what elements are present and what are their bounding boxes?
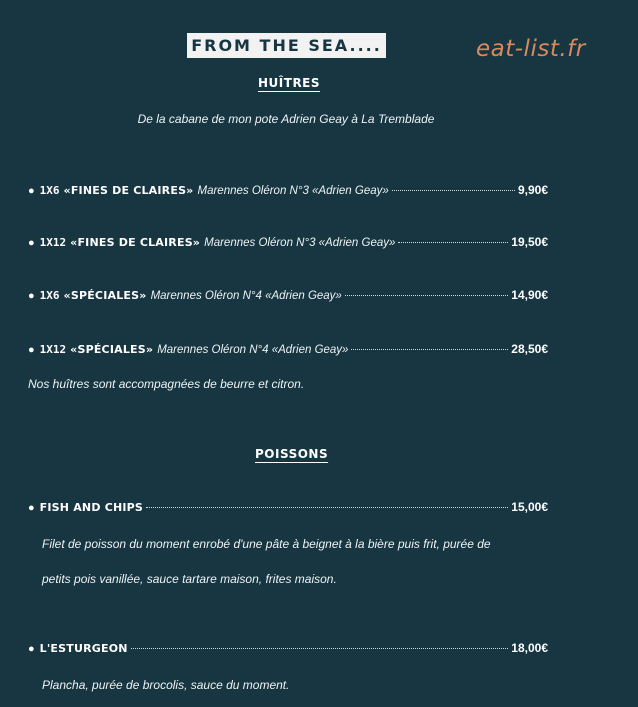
bullet: ● xyxy=(28,643,35,655)
item-quantity: 1X12 xyxy=(39,236,67,249)
item-quantity: 1X6 xyxy=(39,289,60,302)
item-price: 9,90€ xyxy=(517,183,548,197)
item-price: 14,90€ xyxy=(511,288,548,302)
watermark: eat-list.fr xyxy=(476,36,586,62)
item-price: 15,00€ xyxy=(511,500,548,514)
item-name: «SPÉCIALES» xyxy=(63,289,147,302)
section-title-huitres: HUÎTRES xyxy=(258,76,321,90)
menu-item xyxy=(28,641,548,657)
menu-item xyxy=(28,288,548,304)
item-description: Plancha, purée de brocolis, sauce du moment. xyxy=(42,678,290,692)
item-origin: Marennes Oléron N°4 «Adrien Geay» xyxy=(150,290,342,302)
dot-leader xyxy=(351,349,508,350)
bullet: ● xyxy=(28,502,35,514)
dot-leader xyxy=(345,295,508,296)
huitres-note: Nos huîtres sont accompagnées de beurre et citron. xyxy=(28,377,305,391)
item-price: 18,00€ xyxy=(511,641,548,655)
item-origin: Marennes Oléron N°4 «Adrien Geay» xyxy=(157,344,349,356)
bullet: ● xyxy=(28,185,35,197)
item-description: Filet de poisson du moment enrobé d'une pâte à beignet à la bière puis frit, purée de xyxy=(42,537,491,551)
item-name: «FINES DE CLAIRES» xyxy=(63,184,194,197)
bullet: ● xyxy=(28,290,35,302)
item-quantity: 1X6 xyxy=(39,184,60,197)
item-origin: Marennes Oléron N°3 «Adrien Geay» xyxy=(197,185,389,197)
item-name: FISH AND CHIPS xyxy=(39,501,144,514)
dot-leader xyxy=(131,648,509,649)
item-origin: Marennes Oléron N°3 «Adrien Geay» xyxy=(204,237,396,249)
bullet: ● xyxy=(28,237,35,249)
huitres-intro: De la cabane de mon pote Adrien Geay à La Tremblade xyxy=(137,112,435,126)
item-name: «FINES DE CLAIRES» xyxy=(70,236,201,249)
dot-leader xyxy=(398,242,508,243)
section-title-poissons: POISSONS xyxy=(255,447,329,461)
menu-item xyxy=(28,342,548,358)
menu-item xyxy=(28,183,548,199)
item-price: 28,50€ xyxy=(511,342,548,356)
item-price: 19,50€ xyxy=(511,235,548,249)
dot-leader xyxy=(392,190,515,191)
bullet: ● xyxy=(28,344,35,356)
item-quantity: 1X12 xyxy=(39,343,67,356)
menu-item xyxy=(28,235,548,251)
dot-leader xyxy=(146,507,508,508)
item-name: L'ESTURGEON xyxy=(39,642,128,655)
item-description: petits pois vanillée, sauce tartare maison, frites maison. xyxy=(42,572,337,586)
menu-item xyxy=(28,500,548,516)
menu-title: FROM THE SEA.... xyxy=(187,33,386,58)
item-name: «SPÉCIALES» xyxy=(70,343,154,356)
